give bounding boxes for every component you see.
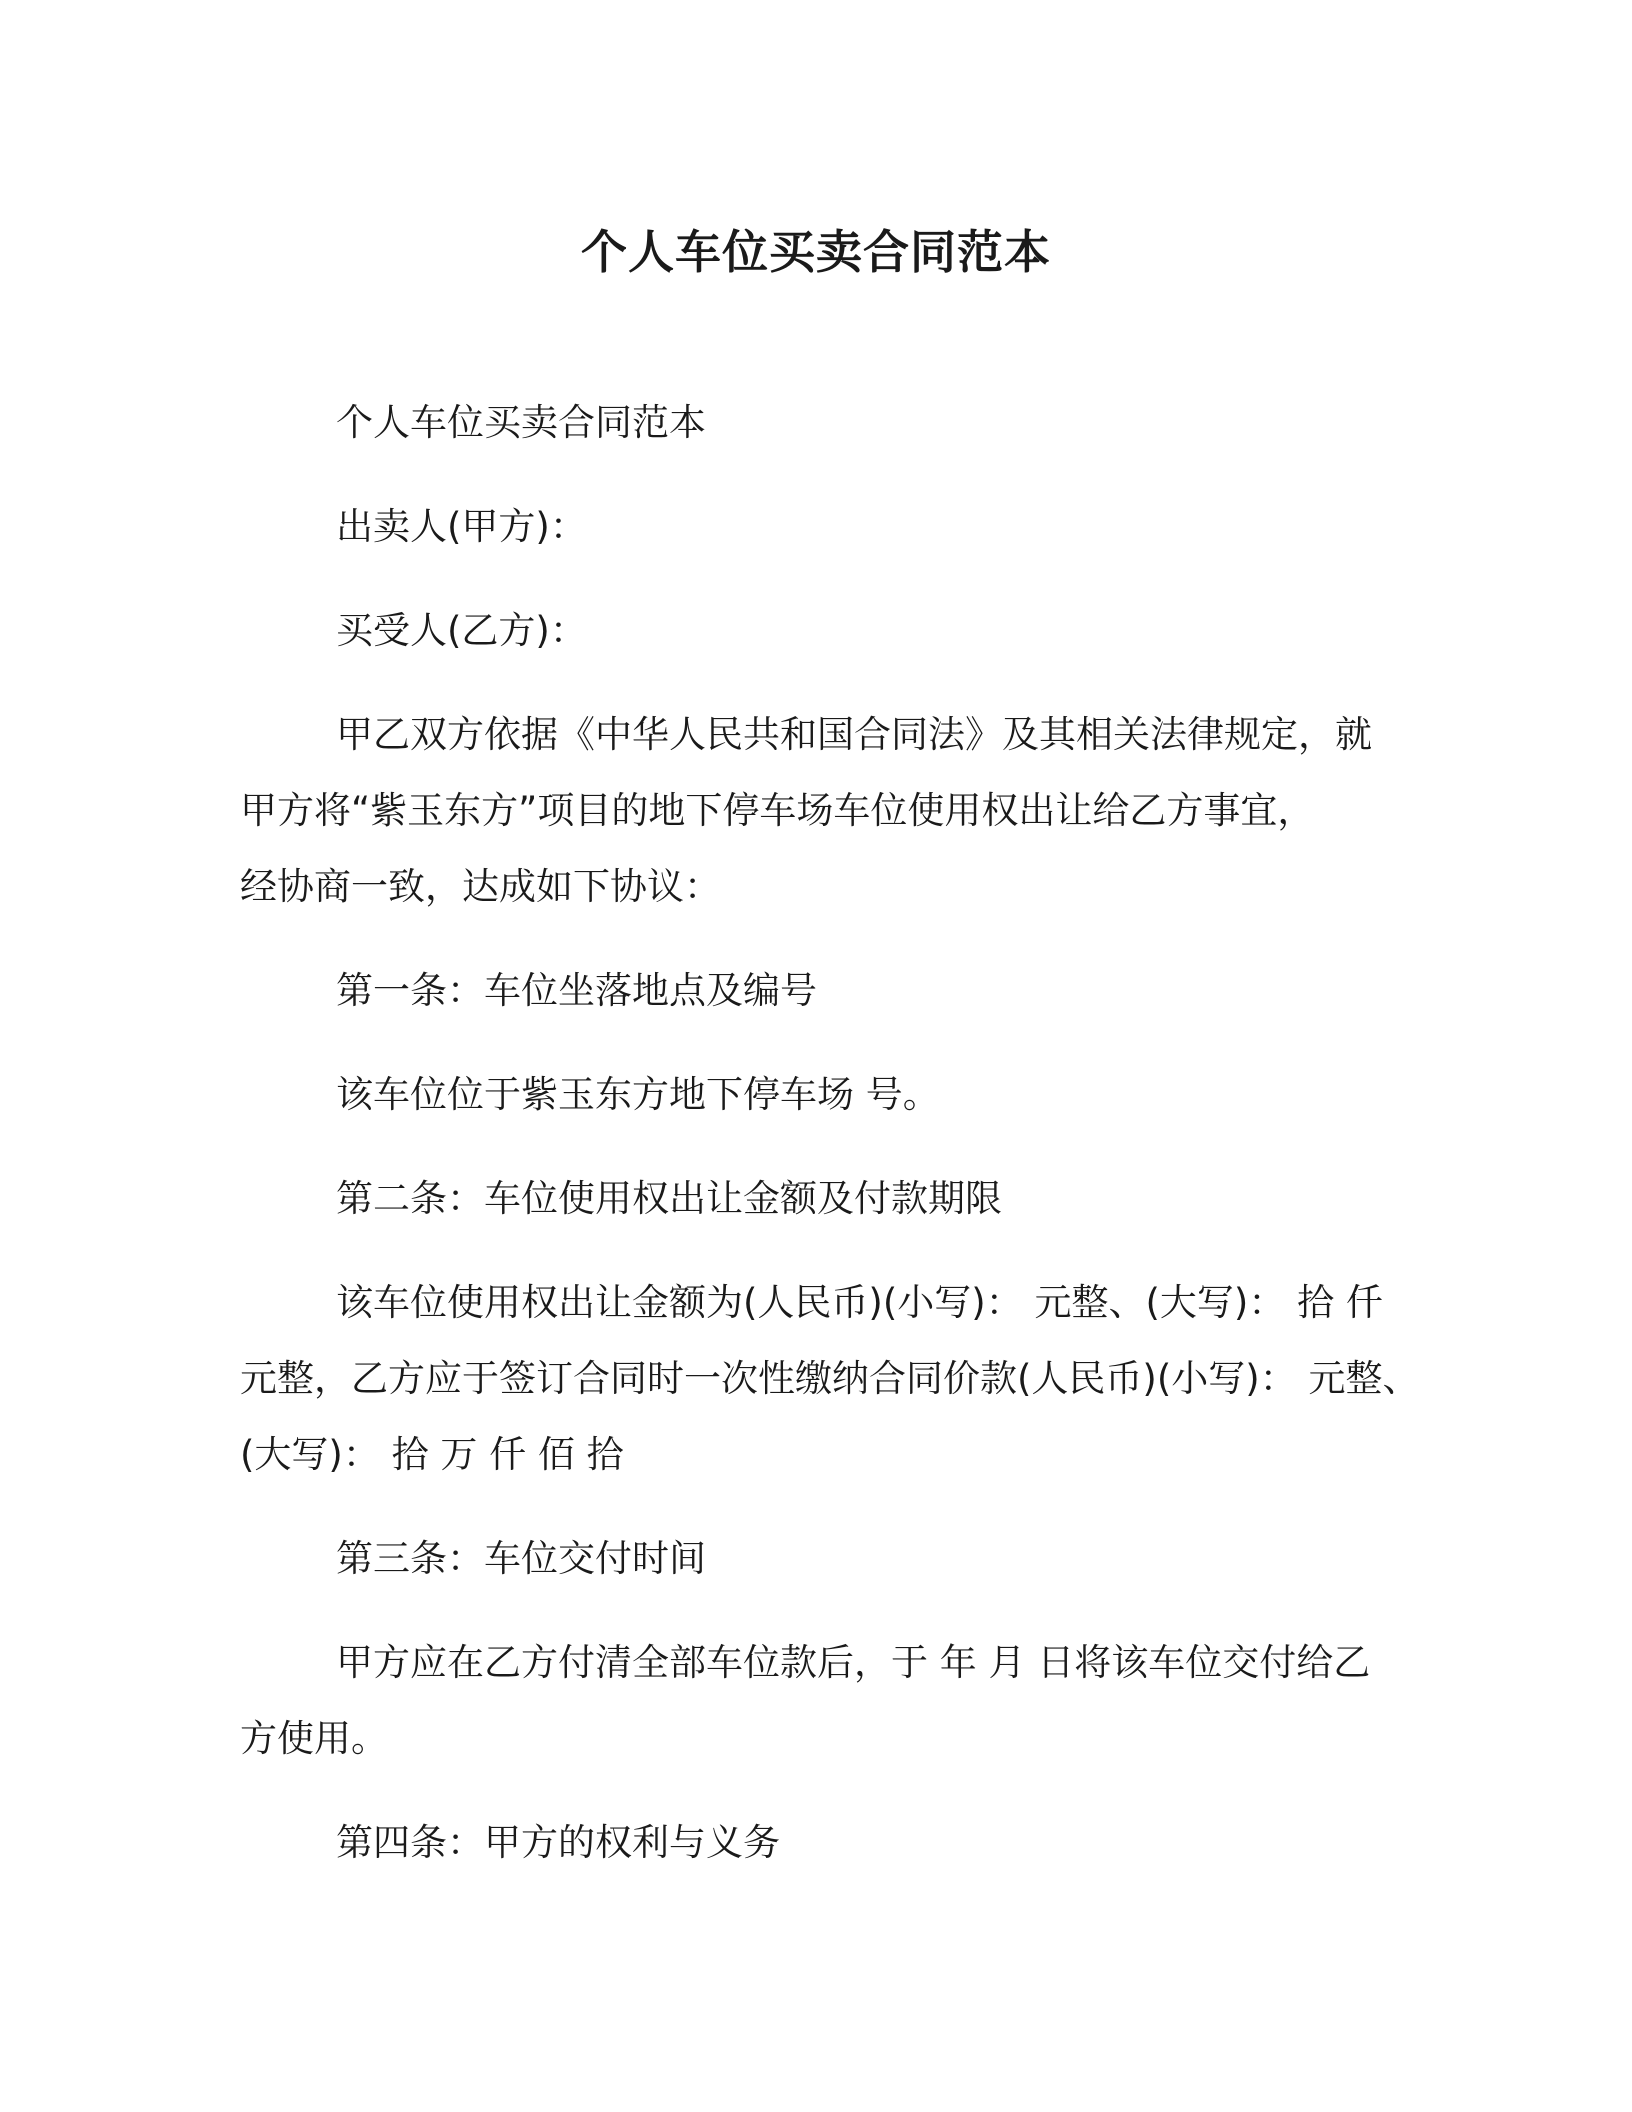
article-1-heading: 第一条：车位坐落地点及编号 [336,969,817,1012]
article-2-heading: 第二条：车位使用权出让金额及付款期限 [336,1177,1002,1220]
preamble-line-1: 甲乙双方依据《中华人民共和国合同法》及其相关法律规定，就 [336,713,1372,756]
article-2-body-line-1: 该车位使用权出让金额为(人民币)(小写)： 元整、(大写)： 拾 仟 [336,1281,1383,1324]
article-1-body: 该车位位于紫玉东方地下停车场 号。 [336,1073,940,1116]
subtitle-line: 个人车位买卖合同范本 [336,401,706,444]
preamble-line-3: 经协商一致，达成如下协议： [240,865,721,908]
article-3-heading: 第三条：车位交付时间 [336,1537,706,1580]
seller-line: 出卖人(甲方)： [336,505,587,548]
document-title: 个人车位买卖合同范本 [581,225,1051,279]
article-4-heading: 第四条：甲方的权利与义务 [336,1821,780,1864]
article-3-body-line-1: 甲方应在乙方付清全部车位款后，于 年 月 日将该车位交付给乙 [336,1641,1371,1684]
article-2-body-line-2: 元整，乙方应于签订合同时一次性缴纳合同价款(人民币)(小写)： 元整、 [240,1357,1420,1400]
article-2-body-line-3: (大写)： 拾 万 仟 佰 拾 [240,1433,624,1476]
article-3-body-line-2: 方使用。 [240,1717,388,1760]
buyer-line: 买受人(乙方)： [336,609,587,652]
preamble-line-2: 甲方将“紫玉东方”项目的地下停车场车位使用权出让给乙方事宜， [240,789,1315,832]
